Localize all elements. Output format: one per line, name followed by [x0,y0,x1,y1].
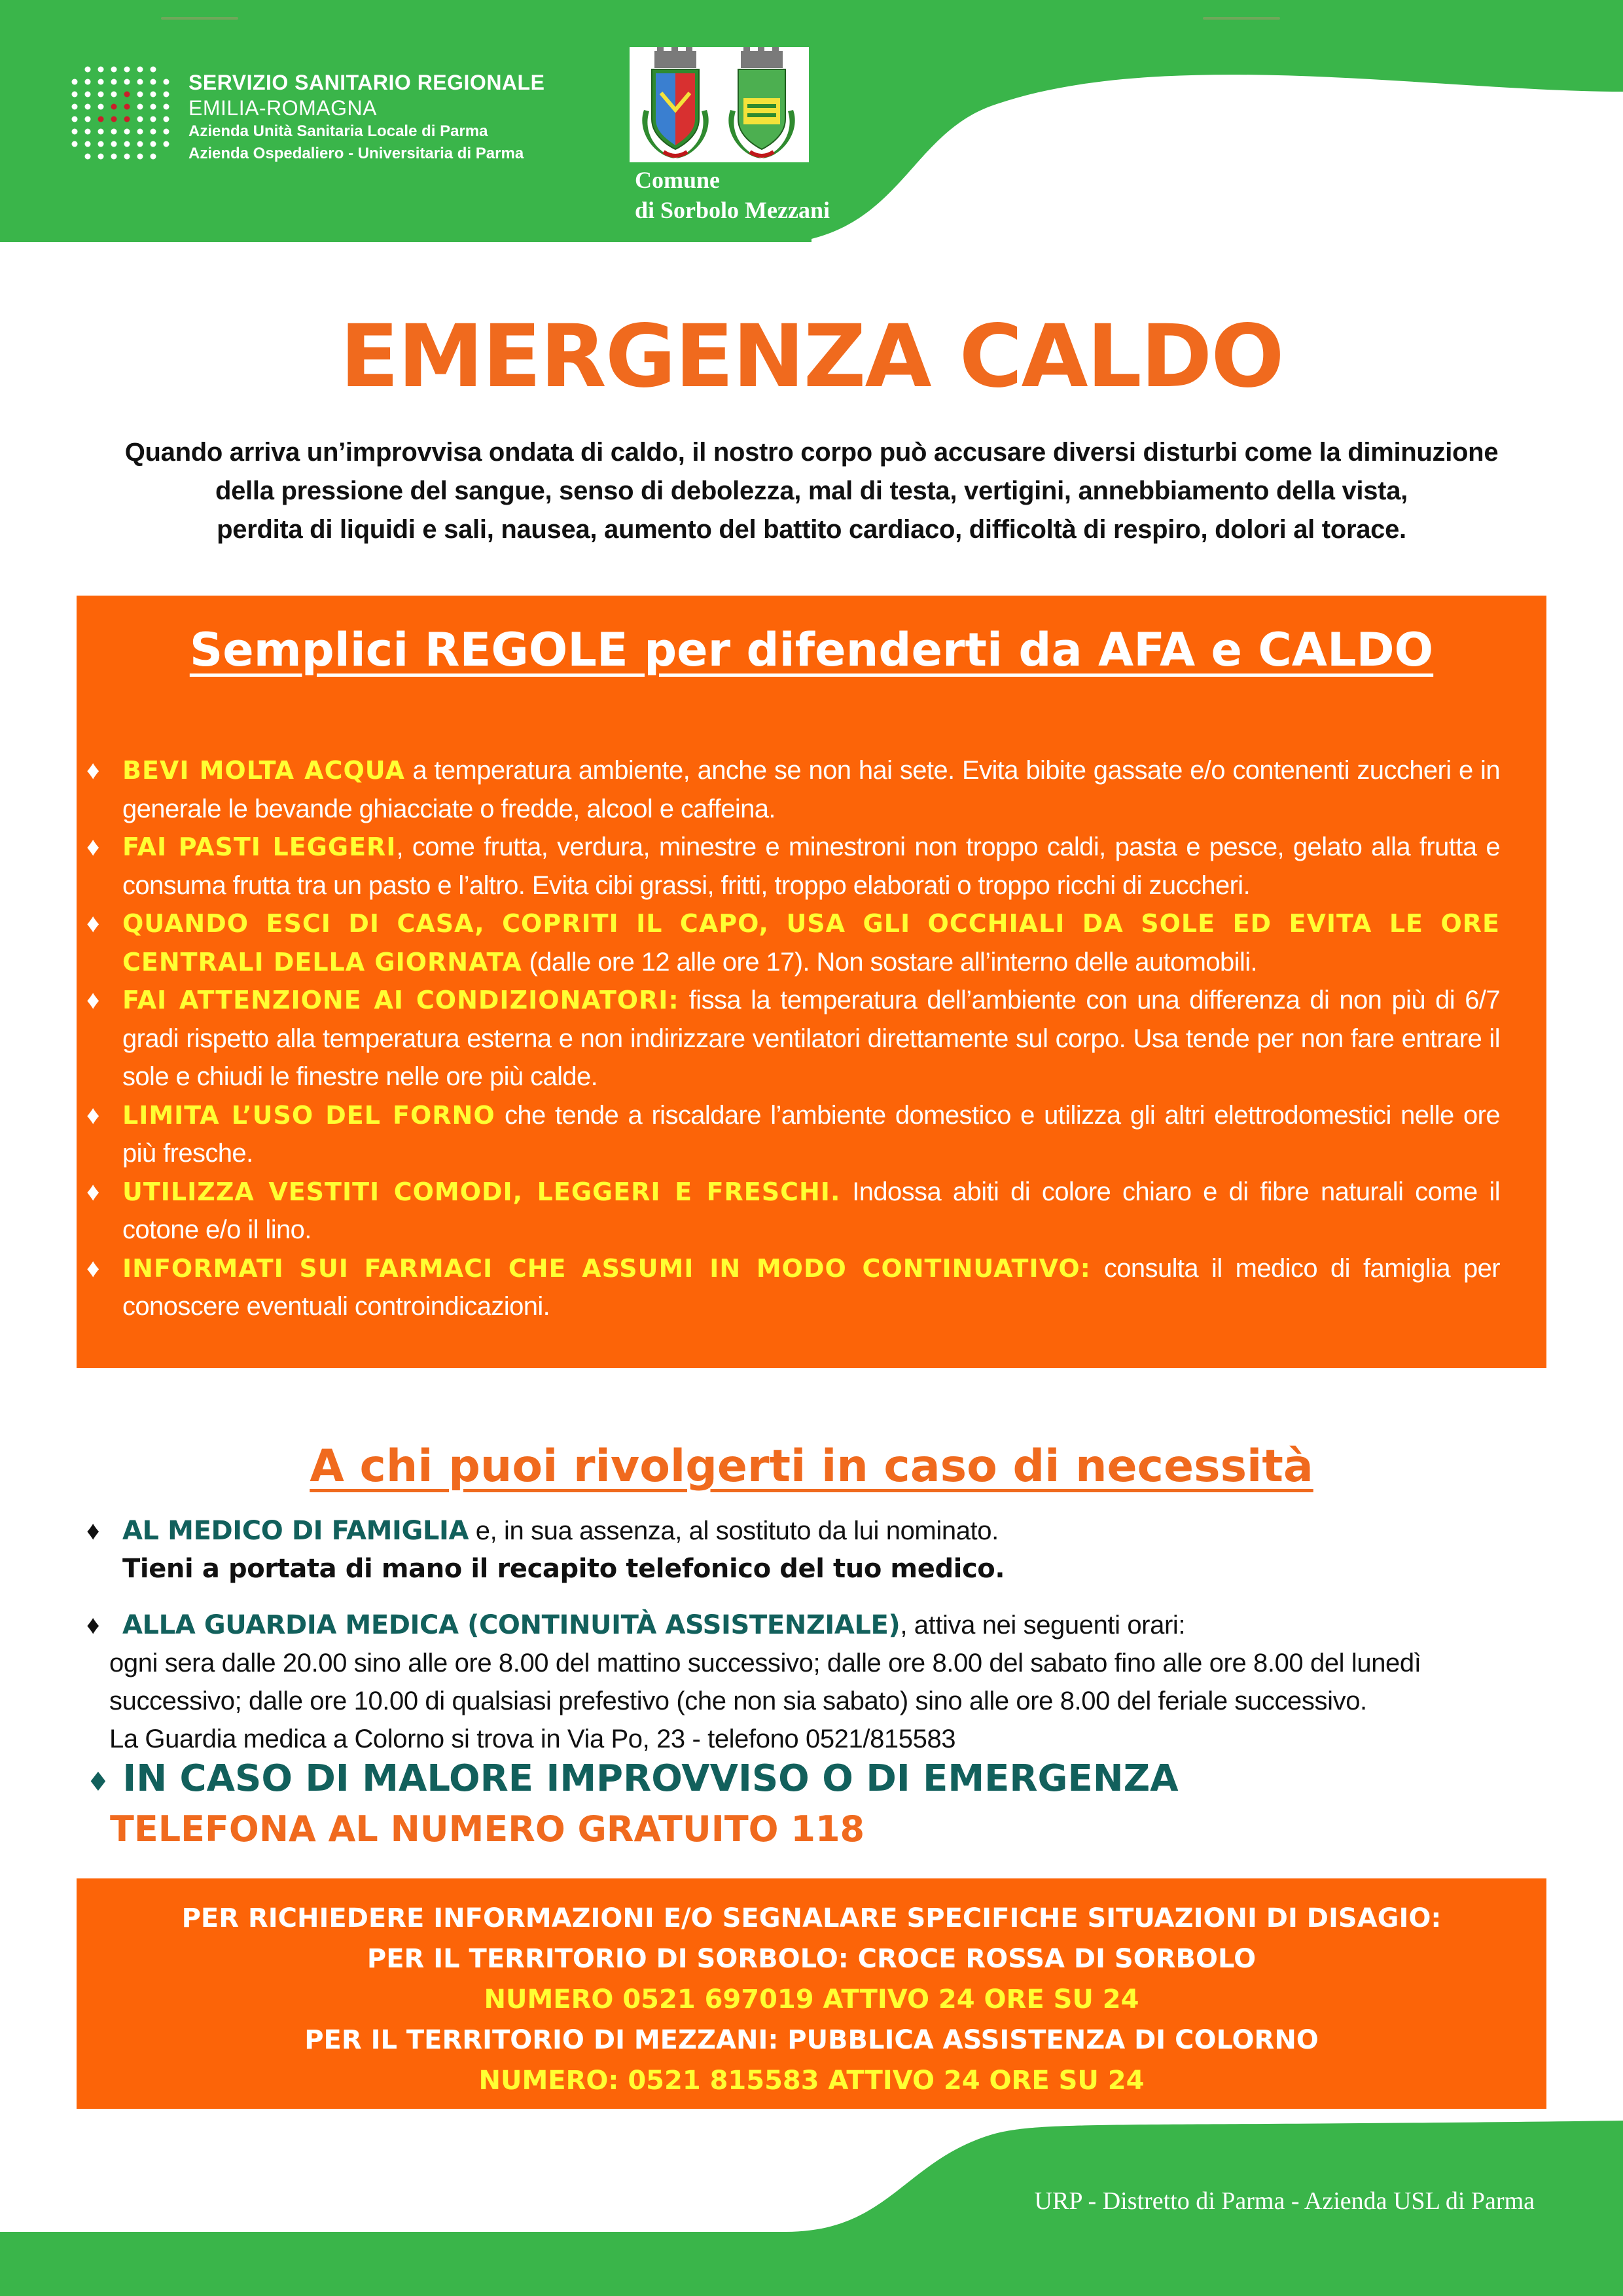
diamond-bullet-icon: ♦ [86,1100,99,1130]
logo-dot [98,117,104,122]
logo-dot [137,141,143,147]
logo-dot [111,67,117,73]
ssr-aou: Azienda Ospedaliero - Universitaria di Parma [188,145,524,162]
rule-text: (dalle ore 12 alle ore 17). Non sostare all’interno delle automobili. [522,947,1258,977]
logo-dot [124,104,130,110]
rule-highlight: BEVI MOLTA ACQUA [122,756,405,785]
comune-crests [630,47,809,162]
rule-item [86,828,1500,905]
guardia-hours-line2: successivo; dalle ore 10.00 di qualsiasi prefestivo (che non sia sabato) sino alle ore 8.00 del feriale successivo. [109,1687,1367,1715]
intro-line: della pressione del sangue, senso di debolezza, mal di testa, vertigini, annebbiamento della vista, [215,476,1408,505]
ssr-ausl: Azienda Unità Sanitaria Locale di Parma [188,122,488,140]
logo-dot [98,79,104,85]
rule-text: consulta il medico di famiglia per conoscere eventuali controindicazioni. [122,1253,1500,1321]
logo-dot [98,92,104,98]
logo-dot [85,154,91,160]
logo-dot [98,154,104,160]
logo-dot [85,129,91,135]
logo-dot [164,129,169,135]
logo-dot [85,104,91,110]
diamond-bullet-icon: ♦ [86,756,99,785]
intro-line: perdita di liquidi e sali, nausea, aumento del battito cardiaco, difficoltà di respiro, dolori al torace. [217,515,1406,544]
rule-item [86,905,1500,981]
logo-dot [72,104,78,110]
logo-dot [85,117,91,122]
logo-dot [72,129,78,135]
ssr-title: SERVIZIO SANITARIO REGIONALE [188,71,545,94]
guardia-hours-line1: ogni sera dalle 20.00 sino alle ore 8.00 del mattino successivo; dalle ore 8.00 del sabato fino alle ore 8.00 del lunedì [109,1649,1421,1677]
rule-highlight: QUANDO ESCI DI CASA, COPRITI IL CAPO, USA GLI OCCHIALI DA SOLE ED EVITA LE ORE CENTRALI DELLA GIORNATA [122,909,1500,977]
intro-paragraph [79,433,1544,549]
logo-dot [98,129,104,135]
logo-dot [72,117,78,122]
logo-dot [151,92,156,98]
logo-dot [124,67,130,73]
ssr-logo-icon [68,63,173,165]
logo-dot [124,79,130,85]
diamond-bullet-icon: ♦ [86,1253,99,1283]
logo-dot [137,79,143,85]
rule-highlight: LIMITA L’USO DEL FORNO [122,1100,495,1130]
rule-highlight: FAI PASTI LEGGERI [122,833,397,861]
comune-line2: di Sorbolo Mezzani [635,197,830,223]
rule-text: fissa la temperatura dell’ambiente con una differenza di non più di 6/7 gradi rispetto alla temperatura esterna e non indirizzare ventilatori direttamente sul corpo. Usa tende per non fare entrare il sole e chiudi le finestre nelle ore più calde. [122,986,1500,1091]
logo-dot [137,104,143,110]
logo-dot [85,92,91,98]
emergency-line [86,1756,1179,1805]
rule-text: Indossa abiti di colore chiaro e di fibre naturali come il cotone e/o il lino. [122,1177,1500,1244]
crest-right-icon [728,47,794,158]
comune-line1: Comune [635,167,721,193]
rules-title-text: Semplici REGOLE per difenderti da AFA e CALDO [189,623,1434,677]
logo-dot [124,117,130,122]
logo-dot [124,92,130,98]
info-phone: NUMERO 0521 697019 ATTIVO 24 ORE SU 24 [484,1984,1139,2015]
logo-dot [85,141,91,147]
rules-title [77,619,1546,681]
crest-left-icon [642,47,708,158]
diamond-bullet-icon: ♦ [86,1177,99,1206]
logo-dot [137,67,143,73]
logo-dot [85,67,91,73]
diamond-bullet-icon: ♦ [86,1516,100,1545]
guardia-label: ALLA GUARDIA MEDICA (CONTINUITÀ ASSISTENZIALE) [122,1610,901,1640]
logo-dot [98,104,104,110]
logo-dot [164,141,169,147]
top-rule-right [1203,17,1280,20]
guardia-text: , attiva nei seguenti orari: [900,1611,1186,1640]
rule-text: che tende a riscaldare l’ambiente domestico e utilizza gli altri elettrodomestici nelle ore più fresche. [122,1100,1501,1168]
info-line: PER RICHIEDERE INFORMAZIONI E/O SEGNALARE SPECIFICHE SITUAZIONI DI DISAGIO: [181,1903,1442,1933]
rule-highlight: INFORMATI SUI FARMACI CHE ASSUMI IN MODO CONTINUATIVO: [122,1253,1091,1283]
page-title: EMERGENZA CALDO [340,306,1283,407]
info-phone: NUMERO: 0521 815583 ATTIVO 24 ORE SU 24 [478,2066,1145,2096]
logo-dot [111,154,117,160]
logo-dot [98,67,104,73]
logo-dot [124,129,130,135]
logo-dot [151,67,156,73]
logo-dot [111,92,117,98]
logo-dot [72,141,78,147]
logo-dot [111,117,117,122]
logo-dot [98,141,104,147]
logo-dot [164,92,169,98]
diamond-bullet-icon: ♦ [86,833,99,861]
contact-guardia [86,1606,1552,1758]
contact-medico [86,1512,1552,1588]
ssr-region: EMILIA-ROMAGNA [188,96,377,120]
diamond-bullet-icon: ♦ [86,1767,110,1797]
rule-item [86,1173,1500,1249]
logo-dot [151,129,156,135]
ssr-logo-text [188,69,544,165]
rule-item [86,751,1500,828]
rule-item [86,1249,1500,1326]
guardia-address: La Guardia medica a Colorno si trova in Via Po, 23 - telefono 0521/815583 [109,1725,956,1753]
info-line: PER IL TERRITORIO DI MEZZANI: PUBBLICA ASSISTENZA DI COLORNO [304,2025,1319,2055]
medico-note: Tieni a portata di mano il recapito telefonico del tuo medico. [122,1554,1005,1584]
logo-dot [137,92,143,98]
contacts-title [0,1437,1623,1496]
logo-dot [124,154,130,160]
emergency-text: IN CASO DI MALORE IMPROVVISO O DI EMERGENZA [122,1757,1179,1800]
logo-dot [151,79,156,85]
logo-dot [137,154,143,160]
footer-credit: URP - Distretto di Parma - Azienda USL di Parma [1034,2187,1535,2215]
logo-dot [85,79,91,85]
medico-label: AL MEDICO DI FAMIGLIA [122,1516,469,1546]
logo-dot [151,104,156,110]
logo-dot [164,104,169,110]
logo-dot [151,117,156,122]
logo-dot [137,117,143,122]
rules-list [86,751,1500,1326]
logo-dot [151,154,156,160]
logo-dot [111,104,117,110]
logo-dot [111,141,117,147]
logo-dot [164,79,169,85]
rule-highlight: FAI ATTENZIONE AI CONDIZIONATORI: [122,986,679,1014]
logo-dot [111,129,117,135]
diamond-bullet-icon: ♦ [86,909,99,938]
logo-dot [72,79,78,85]
logo-dot [111,79,117,85]
rule-highlight: UTILIZZA VESTITI COMODI, LEGGERI E FRESCHI. [122,1177,841,1206]
rule-item [86,1096,1500,1173]
logo-dot [72,92,78,98]
emergency-number: TELEFONA AL NUMERO GRATUITO 118 [110,1808,865,1850]
top-rule-left [161,17,238,20]
logo-dot [137,129,143,135]
rule-text: a temperatura ambiente, anche se non hai sete. Evita bibite gassate e/o contenenti zuccheri e in generale le bevande ghiacciate o fredde, alcool e caffeina. [122,756,1500,823]
info-lines [77,1898,1546,2101]
rule-item [86,981,1500,1096]
contacts-title-text: A chi puoi rivolgerti in caso di necessità [310,1441,1313,1492]
comune-label [635,165,830,225]
diamond-bullet-icon: ♦ [86,986,99,1014]
logo-dot [151,141,156,147]
logo-dot [124,141,130,147]
info-line: PER IL TERRITORIO DI SORBOLO: CROCE ROSSA DI SORBOLO [366,1944,1257,1974]
logo-dot [164,117,169,122]
medico-text: e, in sua assenza, al sostituto da lui nominato. [469,1516,999,1545]
diamond-bullet-icon: ♦ [86,1611,100,1640]
rule-text: , come frutta, verdura, minestre e minestroni non troppo caldi, pasta e pesce, gelato alla frutta e consuma frutta tra un pasto e l’altro. Evita cibi grassi, fritti, troppo elaborati o troppo ricchi di zuccheri. [122,833,1500,900]
intro-line: Quando arriva un’improvvisa ondata di caldo, il nostro corpo può accusare diversi disturbi come la diminuzione [124,438,1499,467]
